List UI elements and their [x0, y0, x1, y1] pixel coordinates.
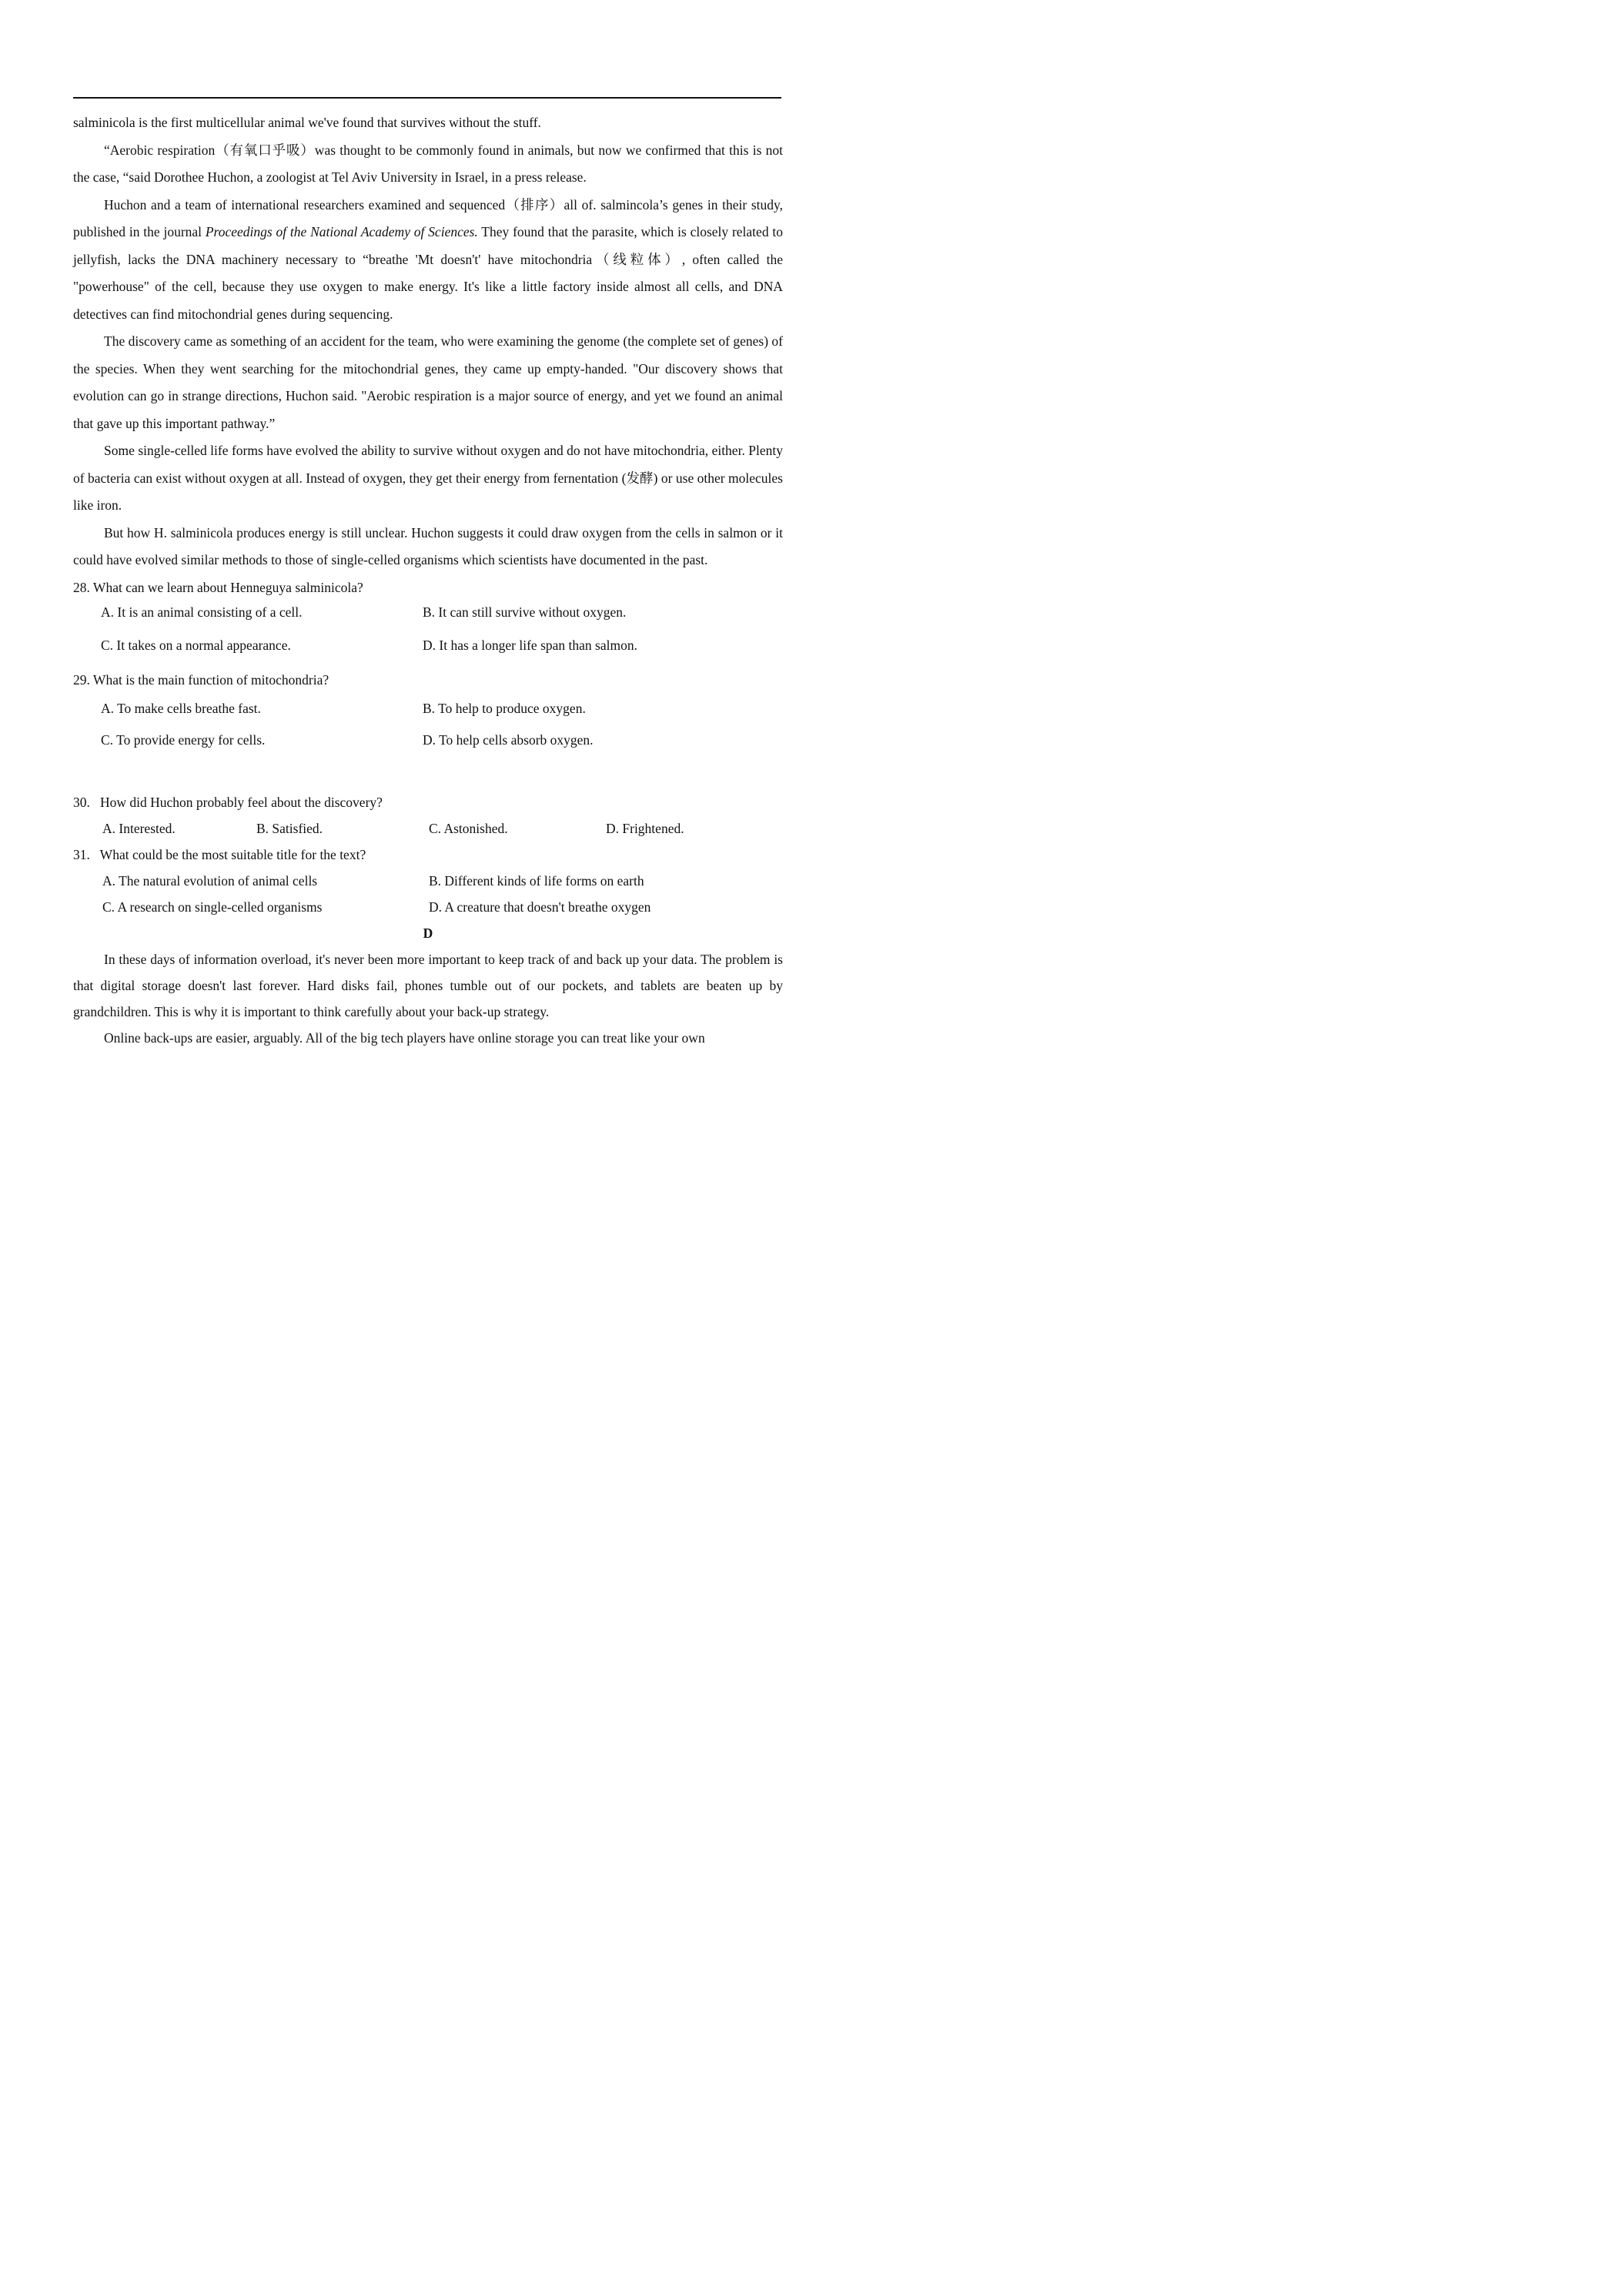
question-30-stem: 30. How did Huchon probably feel about the discovery? [73, 794, 383, 810]
paragraph-c2: “Aerobic respiration（有氧口乎吸）was thought to be commonly found in animals, but now we confirmed that this is not the case, “said Dorothee Huchon, a zoologist at Tel Aviv University in Israel, in a press release. [73, 142, 783, 185]
option-29-d: D. To help cells absorb oxygen. [423, 731, 594, 748]
question-31-options-row1 [73, 868, 783, 894]
question-spacer [73, 756, 783, 789]
option-31-a: A. The natural evolution of animal cells [102, 872, 318, 889]
page-content [73, 109, 783, 1051]
option-28-c: C. It takes on a normal appearance. [101, 637, 291, 653]
paragraph-c5: Some single-celled life forms have evolved the ability to survive without oxygen and do not have mitochondria, either. Plenty of bacteria can exist without oxygen at all. Instead of oxygen, they get their energy from fernentation (发酵) or use other molecules like iron. [73, 443, 783, 513]
paragraph-d2: Online back-ups are easier, arguably. All of the big tech players have online storage you can treat like your own [104, 1029, 705, 1046]
question-29-stem: 29. What is the main function of mitochondria? [73, 671, 329, 688]
option-28-d: D. It has a longer life span than salmon. [423, 637, 637, 653]
option-29-c: C. To provide energy for cells. [101, 731, 266, 748]
option-30-d: D. Frightened. [606, 820, 684, 836]
paragraph-c3-part1: Huchon and a team of international researchers examined and sequenced（排序）all of. salmincola’s genes in their study, published in the journal [73, 196, 783, 239]
paragraph-d1: In these days of information overload, it's never been more important to keep track of and back up your data. The problem is that digital storage doesn't last forever. Hard disks fail, phones tumble out of our pockets, and tablets are beaten up by grandchildren. This is why it is important to think carefully about your back-up strategy. [73, 951, 783, 1019]
question-28-stem: 28. What can we learn about Henneguya salminicola? [73, 579, 363, 595]
section-heading: D [423, 925, 433, 941]
paragraph-c3-part2: They found that the parasite, which is closely related to jellyfish, lacks the DNA machinery necessary to “breathe 'Mt doesn't' have mitochondria（线粒体）, often called the "powerhouse" of the cell, because they use oxygen to make energy. It's like a little factory inside almost all cells, and DNA detectives can find mitochondrial genes during sequencing. [73, 224, 783, 322]
option-28-b: B. It can still survive without oxygen. [423, 604, 627, 620]
option-30-b: B. Satisfied. [256, 820, 323, 836]
paragraph-c1: salminicola is the first multicellular animal we've found that survives without the stuff. [73, 115, 541, 130]
option-31-c: C. A research on single-celled organisms [102, 899, 323, 915]
option-29-b: B. To help to produce oxygen. [423, 700, 586, 716]
question-29-options-row2 [73, 725, 783, 756]
option-31-d: D. A creature that doesn't breathe oxygen [429, 899, 651, 915]
question-28-options-row1 [73, 601, 783, 634]
question-31-stem: 31. What could be the most suitable title for the text? [73, 846, 366, 862]
question-30-options-row [73, 815, 783, 842]
option-28-a: A. It is an animal consisting of a cell. [101, 604, 303, 620]
question-31-options-row2 [73, 894, 783, 920]
option-30-c: C. Astonished. [429, 820, 508, 836]
question-29-options-row1 [73, 693, 783, 725]
option-31-b: B. Different kinds of life forms on earth [429, 872, 644, 889]
paragraph-c4: The discovery came as something of an accident for the team, who were examining the genome (the complete set of genes) of the species. When they went searching for the mitochondrial genes, they came up empty-handed. "Our discovery shows that evolution can go in strange directions, Huchon said. "Aerobic respiration is a major source of energy, and yet we found an animal that gave up this important pathway.” [73, 333, 783, 431]
journal-title: Proceedings of the National Academy of Sciences. [205, 224, 478, 239]
option-29-a: A. To make cells breathe fast. [101, 700, 261, 716]
question-28-options-row2 [73, 634, 783, 667]
option-30-a: A. Interested. [102, 820, 176, 836]
paragraph-c6: But how H. salminicola produces energy is still unclear. Huchon suggests it could draw oxygen from the cells in salmon or it could have evolved similar methods to those of single-celled organisms which scientists have documented in the past. [73, 524, 783, 567]
header-rule [73, 97, 781, 99]
paragraph-c3 [73, 192, 783, 329]
